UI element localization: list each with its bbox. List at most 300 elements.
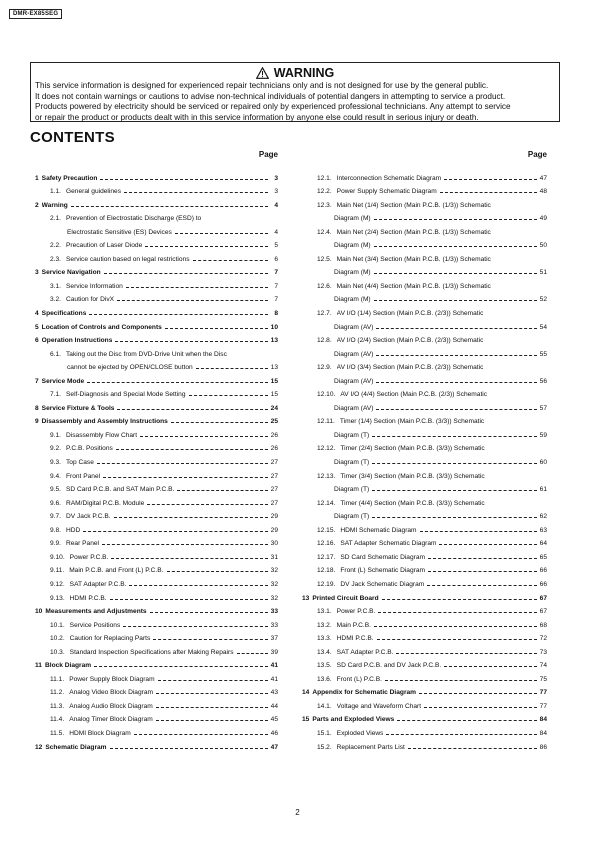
toc-entry[interactable] (297, 696, 547, 710)
toc-entry[interactable] (297, 588, 547, 602)
toc-entry[interactable] (297, 507, 547, 521)
toc-entry-title: Service Navigation (41, 269, 101, 277)
toc-entry[interactable] (297, 723, 547, 737)
toc-entry[interactable] (30, 737, 278, 751)
toc-leader-dots (117, 300, 268, 301)
toc-entry-page: 7 (274, 296, 278, 304)
toc-entry-title: Interconnection Schematic Diagram (336, 174, 442, 182)
toc-entry-page: 33 (270, 608, 278, 616)
toc-entry-title: Prevention of Electrostatic Discharge (ESD) to (66, 215, 202, 223)
toc-leader-dots (115, 341, 268, 342)
toc-entry-title: Diagram (T) (334, 459, 370, 467)
toc-entry-page: 75 (539, 675, 547, 683)
toc-entry-page: 39 (270, 648, 278, 656)
toc-leader-dots (444, 179, 537, 180)
toc-entry[interactable] (297, 615, 547, 629)
toc-entry[interactable] (30, 547, 278, 561)
toc-entry[interactable] (297, 168, 547, 182)
toc-entry-title: Top Case (66, 459, 94, 467)
toc-entry-title: P.C.B. Positions (66, 445, 113, 453)
toc-entry-title: Service caution based on legal restrictions (66, 255, 190, 263)
toc-leader-dots (385, 680, 537, 681)
toc-entry-title: SD Card Schematic Diagram (340, 553, 425, 561)
toc-entry-page: 59 (539, 431, 547, 439)
toc-entry-page: 33 (270, 621, 278, 629)
toc-entry-number: 9.11. (50, 567, 65, 575)
toc-leader-dots (396, 653, 537, 654)
toc-entry[interactable] (297, 195, 547, 209)
toc-entry[interactable] (297, 656, 547, 670)
toc-entry-number: 12.19. (317, 580, 336, 588)
toc-entry-title: SAT Adapter P.C.B. (336, 648, 394, 656)
toc-entry-title: Voltage and Waveform Chart (336, 702, 422, 710)
toc-entry[interactable] (30, 209, 278, 223)
toc-entry[interactable] (30, 629, 278, 643)
toc-entry[interactable] (297, 466, 547, 480)
toc-leader-dots (167, 571, 269, 572)
toc-entry[interactable] (30, 263, 278, 277)
toc-entry-title: Location of Controls and Components (41, 323, 162, 331)
toc-entry[interactable] (30, 466, 278, 480)
toc-entry-number: 14.1. (317, 702, 332, 710)
toc-entry-title: Main Net (3/4) Section (Main P.C.B. (1/3)) Schematic (336, 255, 491, 263)
toc-leader-dots (372, 436, 537, 437)
toc-leader-dots (114, 517, 268, 518)
toc-entry-page: 47 (270, 743, 278, 751)
toc-entry[interactable] (30, 452, 278, 466)
toc-entry-page: 43 (270, 689, 278, 697)
toc-entry-number: 11.1. (50, 675, 65, 683)
toc-entry-page: 60 (539, 459, 547, 467)
page-column-label: Page (527, 150, 547, 159)
toc-leader-dots (376, 328, 537, 329)
toc-entry-page: 3 (274, 188, 278, 196)
toc-leader-dots (427, 585, 537, 586)
toc-entry-page: 26 (270, 445, 278, 453)
toc-entry-title: Main Net (2/4) Section (Main P.C.B. (1/3)) Schematic (336, 228, 491, 236)
toc-entry-title: SAT Adapter P.C.B. (69, 580, 127, 588)
toc-entry-page: 15 (270, 391, 278, 399)
toc-entry-number: 15 (302, 716, 310, 724)
toc-entry[interactable] (30, 371, 278, 385)
toc-entry[interactable] (297, 344, 547, 358)
toc-entry-page: 77 (539, 689, 547, 697)
toc-entry-title: Schematic Diagram (45, 743, 107, 751)
toc-entry-page: 52 (539, 296, 547, 304)
warning-box (30, 62, 560, 122)
toc-entry[interactable] (30, 656, 278, 670)
toc-entry[interactable] (30, 493, 278, 507)
toc-entry[interactable] (297, 303, 547, 317)
toc-entry-title: Specifications (41, 310, 87, 318)
toc-entry-page: 24 (270, 404, 278, 412)
toc-entry-title: General guidelines (66, 188, 121, 196)
toc-entry-title: Appendix for Schematic Diagram (312, 689, 417, 697)
toc-leader-dots (175, 233, 268, 234)
toc-entry-page: 27 (270, 472, 278, 480)
warning-line: This service information is designed for experienced repair technicians only and is not designed for use by the general public. (35, 81, 489, 90)
toc-entry-title: Taking out the Disc from DVD-Drive Unit when the Disc (66, 350, 227, 358)
toc-entry[interactable] (297, 249, 547, 263)
toc-entry-number: 2.2. (50, 242, 61, 250)
toc-entry-title: Exploded Views (336, 729, 384, 737)
toc-entry[interactable] (30, 412, 278, 426)
toc-leader-dots (156, 720, 268, 721)
toc-leader-dots (374, 300, 537, 301)
toc-entry[interactable] (30, 358, 278, 372)
toc-entry[interactable] (30, 425, 278, 439)
toc-leader-dots (140, 436, 268, 437)
toc-entry[interactable] (297, 480, 547, 494)
toc-entry-title: Diagram (M) (334, 242, 371, 250)
toc-entry-page: 50 (539, 242, 547, 250)
toc-entry-page: 66 (539, 580, 547, 588)
toc-entry-title: Diagram (AV) (334, 404, 374, 412)
toc-entry[interactable] (297, 317, 547, 331)
toc-entry-number: 9.7. (50, 513, 61, 521)
toc-entry-number: 11.3. (50, 702, 65, 710)
toc-entry[interactable] (297, 236, 547, 250)
toc-entry-number: 13.6. (317, 675, 332, 683)
toc-entry-number: 13.4. (317, 648, 332, 656)
toc-leader-dots (193, 260, 268, 261)
toc-entry-number: 9.6. (50, 499, 61, 507)
toc-entry-page: 30 (270, 540, 278, 548)
toc-entry[interactable] (30, 696, 278, 710)
toc-entry-title: Rear Panel (66, 540, 99, 548)
toc-leader-dots (89, 314, 268, 315)
toc-entry[interactable] (30, 588, 278, 602)
toc-entry-page: 26 (270, 431, 278, 439)
toc-entry-page: 66 (539, 567, 547, 575)
toc-entry-title: SD Card P.C.B. and DV Jack P.C.B. (336, 662, 442, 670)
toc-entry-number: 12.4. (317, 228, 332, 236)
toc-entry-page: 84 (539, 729, 547, 737)
toc-leader-dots (376, 409, 537, 410)
toc-entry-number: 9.9. (50, 540, 61, 548)
toc-entry[interactable] (30, 276, 278, 290)
toc-entry[interactable] (30, 669, 278, 683)
toc-leader-dots (372, 463, 537, 464)
warning-line: Products powered by electricity should be serviced or repaired only by experienced professional technicians. Any attempt to service (35, 102, 511, 111)
toc-entry[interactable] (30, 236, 278, 250)
toc-entry-page: 7 (274, 269, 278, 277)
toc-entry[interactable] (297, 547, 547, 561)
toc-entry-title: HDMI P.C.B. (336, 635, 374, 643)
toc-leader-dots (374, 626, 537, 627)
toc-entry-number: 12.16. (317, 540, 336, 548)
toc-entry[interactable] (297, 629, 547, 643)
toc-leader-dots (111, 558, 268, 559)
toc-entry-page: 55 (539, 350, 547, 358)
toc-entry-title: Front Panel (66, 472, 101, 480)
toc-entry-number: 10 (35, 608, 43, 616)
toc-leader-dots (397, 720, 537, 721)
toc-entry[interactable] (297, 602, 547, 616)
toc-entry-title: Diagram (AV) (334, 323, 374, 331)
toc-entry-title: DV Jack Schematic Diagram (340, 580, 425, 588)
toc-entry[interactable] (30, 195, 278, 209)
toc-list-right (297, 168, 547, 751)
toc-leader-dots (124, 192, 268, 193)
toc-entry-title: AV I/O (4/4) Section (Main P.C.B. (2/3)) Schematic (340, 391, 488, 399)
toc-entry-number: 9.4. (50, 472, 61, 480)
toc-entry-number: 13.2. (317, 621, 332, 629)
toc-entry-number: 12.7. (317, 310, 332, 318)
toc-leader-dots (100, 179, 268, 180)
toc-entry-number: 13.5. (317, 662, 332, 670)
toc-entry[interactable] (297, 710, 547, 724)
toc-entry-page: 73 (539, 648, 547, 656)
toc-entry-title: Measurements and Adjustments (45, 608, 147, 616)
toc-leader-dots (196, 368, 268, 369)
toc-entry-title: Operation Instructions (41, 337, 113, 345)
toc-leader-dots (382, 599, 537, 600)
toc-entry-page: 67 (539, 594, 547, 602)
toc-entry-number: 6 (35, 337, 39, 345)
toc-entry[interactable] (30, 317, 278, 331)
toc-entry-page: 27 (270, 486, 278, 494)
toc-entry-page: 41 (270, 675, 278, 683)
toc-leader-dots (376, 382, 537, 383)
toc-leader-dots (428, 558, 537, 559)
toc-entry[interactable] (30, 561, 278, 575)
toc-leader-dots (158, 680, 268, 681)
toc-entry-title: Diagram (M) (334, 215, 371, 223)
toc-leader-dots (147, 504, 268, 505)
toc-entry-title: AV I/O (2/4) Section (Main P.C.B. (2/3)) Schematic (336, 337, 484, 345)
toc-entry[interactable] (297, 520, 547, 534)
toc-entry-page: 25 (270, 418, 278, 426)
toc-entry-title: Diagram (T) (334, 513, 370, 521)
toc-entry-title: Diagram (M) (334, 296, 371, 304)
toc-entry-number: 8 (35, 404, 39, 412)
toc-leader-dots (386, 734, 537, 735)
toc-entry[interactable] (297, 358, 547, 372)
toc-right-column (297, 150, 547, 751)
toc-entry-page: 74 (539, 662, 547, 670)
toc-entry[interactable] (30, 642, 278, 656)
toc-leader-dots (177, 490, 268, 491)
toc-entry[interactable] (30, 507, 278, 521)
toc-entry-title: AV I/O (1/4) Section (Main P.C.B. (2/3)) Schematic (336, 310, 484, 318)
toc-entry-page: 77 (539, 702, 547, 710)
contents-heading: CONTENTS (30, 129, 115, 146)
toc-entry-page: 48 (539, 188, 547, 196)
toc-entry-number: 12.1. (317, 174, 332, 182)
toc-entry-title: Disassembly and Assembly Instructions (41, 418, 168, 426)
toc-entry[interactable] (30, 222, 278, 236)
toc-entry[interactable] (297, 385, 547, 399)
toc-entry[interactable] (297, 439, 547, 453)
toc-entry-number: 10.2. (50, 635, 65, 643)
toc-entry[interactable] (30, 602, 278, 616)
toc-entry-title: Caution for DivX (66, 296, 115, 304)
toc-entry[interactable] (297, 209, 547, 223)
toc-entry-number: 14 (302, 689, 310, 697)
toc-entry[interactable] (30, 683, 278, 697)
toc-entry[interactable] (30, 439, 278, 453)
toc-entry[interactable] (30, 723, 278, 737)
toc-entry-title: Timer (3/4) Section (Main P.C.B. (3/3)) Schematic (340, 472, 485, 480)
toc-entry-title: AV I/O (3/4) Section (Main P.C.B. (2/3)) Schematic (336, 364, 484, 372)
toc-entry-page: 49 (539, 215, 547, 223)
toc-entry[interactable] (30, 331, 278, 345)
toc-entry-title: Timer (2/4) Section (Main P.C.B. (3/3)) Schematic (340, 445, 485, 453)
toc-entry-number: 3.1. (50, 282, 61, 290)
toc-entry-title: Service Mode (41, 377, 85, 385)
toc-entry[interactable] (297, 642, 547, 656)
toc-leader-dots (117, 409, 268, 410)
toc-entry-title: Self-Diagnosis and Special Mode Setting (66, 391, 186, 399)
toc-leader-dots (150, 612, 268, 613)
toc-entry-number: 12.12. (317, 445, 336, 453)
toc-entry[interactable] (297, 263, 547, 277)
toc-leader-dots (94, 666, 268, 667)
toc-entry[interactable] (297, 425, 547, 439)
toc-entry[interactable] (30, 385, 278, 399)
toc-entry-number: 10.3. (50, 648, 65, 656)
toc-entry[interactable] (297, 276, 547, 290)
toc-leader-dots (156, 707, 268, 708)
toc-entry-page: 64 (539, 540, 547, 548)
toc-entry-title: Front (L) P.C.B. (336, 675, 382, 683)
toc-entry-page: 7 (274, 282, 278, 290)
toc-entry-page: 57 (539, 404, 547, 412)
toc-entry-number: 9.8. (50, 526, 61, 534)
toc-entry[interactable] (30, 520, 278, 534)
toc-entry-title: Main Net (4/4) Section (Main P.C.B. (1/3)) Schematic (336, 282, 491, 290)
toc-entry-page: 27 (270, 499, 278, 507)
toc-entry-number: 3.2. (50, 296, 61, 304)
toc-entry-title: DV Jack P.C.B. (66, 513, 111, 521)
toc-entry-number: 15.2. (317, 743, 332, 751)
toc-entry[interactable] (297, 371, 547, 385)
toc-entry-title: Analog Video Block Diagram (69, 689, 154, 697)
toc-entry[interactable] (297, 561, 547, 575)
toc-entry-number: 9.1. (50, 431, 61, 439)
toc-entry-page: 3 (274, 174, 278, 182)
toc-entry-number: 5 (35, 323, 39, 331)
toc-entry-title: Warning (41, 201, 68, 209)
toc-entry-page: 67 (539, 608, 547, 616)
toc-leader-dots (153, 639, 268, 640)
toc-entry-number: 12.11. (317, 418, 335, 426)
toc-entry-page: 86 (539, 743, 547, 751)
toc-entry[interactable] (30, 398, 278, 412)
toc-entry-page: 68 (539, 621, 547, 629)
toc-entry-page: 45 (270, 716, 278, 724)
toc-entry-page: 84 (539, 716, 547, 724)
toc-leader-dots (116, 449, 268, 450)
toc-entry[interactable] (30, 182, 278, 196)
toc-entry-title: Disassembly Flow Chart (66, 431, 138, 439)
toc-entry[interactable] (297, 290, 547, 304)
toc-entry[interactable] (297, 452, 547, 466)
toc-entry[interactable] (30, 534, 278, 548)
toc-leader-dots (424, 707, 537, 708)
toc-entry-page: 29 (270, 526, 278, 534)
toc-entry-title: Timer (1/4) Section (Main P.C.B. (3/3)) Schematic (339, 418, 485, 426)
toc-entry[interactable] (30, 574, 278, 588)
toc-leader-dots (165, 328, 268, 329)
toc-entry-number: 9.13. (50, 594, 65, 602)
toc-entry-number: 1 (35, 174, 39, 182)
toc-entry-title: Diagram (AV) (334, 377, 374, 385)
toc-entry-number: 11.2. (50, 689, 65, 697)
toc-entry[interactable] (297, 398, 547, 412)
page-column-label: Page (258, 150, 278, 159)
toc-entry[interactable] (30, 249, 278, 263)
toc-entry[interactable] (297, 222, 547, 236)
toc-entry-page: 13 (270, 337, 278, 345)
toc-entry[interactable] (30, 710, 278, 724)
toc-entry-number: 11.5. (50, 729, 65, 737)
toc-entry-page: 15 (270, 377, 278, 385)
toc-entry-title: Diagram (T) (334, 486, 370, 494)
toc-entry-page: 4 (274, 201, 278, 209)
warning-line: It does not contain warnings or cautions to advise non-technical individuals of potential dangers in attempting to service a product. (35, 91, 506, 101)
toc-entry[interactable] (30, 344, 278, 358)
toc-entry-page: 10 (270, 323, 278, 331)
toc-entry-title: Main Net (1/4) Section (Main P.C.B. (1/3)) Schematic (336, 201, 491, 209)
toc-entry[interactable] (297, 534, 547, 548)
toc-entry-number: 12.13. (317, 472, 336, 480)
warning-text (35, 81, 555, 123)
toc-entry[interactable] (297, 669, 547, 683)
toc-entry-page: 65 (539, 553, 547, 561)
toc-entry[interactable] (297, 493, 547, 507)
toc-entry-page: 5 (274, 242, 278, 250)
toc-entry-number: 12 (35, 743, 43, 751)
toc-entry-page: 46 (270, 729, 278, 737)
toc-entry-title: HDMI P.C.B. (69, 594, 107, 602)
toc-entry-number: 11 (35, 662, 42, 670)
toc-leader-dots (156, 693, 268, 694)
toc-entry-number: 3 (35, 269, 39, 277)
toc-entry[interactable] (30, 290, 278, 304)
toc-entry[interactable] (297, 574, 547, 588)
toc-entry[interactable] (297, 683, 547, 697)
toc-entry-title: Power P.C.B. (336, 608, 376, 616)
toc-entry-title: Printed Circuit Board (312, 594, 379, 602)
toc-entry[interactable] (297, 331, 547, 345)
toc-entry[interactable] (297, 737, 547, 751)
toc-leader-dots (189, 395, 269, 396)
toc-leader-dots (129, 585, 268, 586)
toc-entry-number: 13 (302, 594, 310, 602)
toc-entry[interactable] (30, 303, 278, 317)
toc-leader-dots (377, 639, 537, 640)
toc-entry-number: 9.3. (50, 459, 61, 467)
toc-entry[interactable] (30, 168, 278, 182)
toc-entry[interactable] (30, 615, 278, 629)
toc-entry-title: Diagram (AV) (334, 350, 374, 358)
toc-entry[interactable] (297, 182, 547, 196)
toc-leader-dots (134, 734, 268, 735)
toc-entry-number: 11.4. (50, 716, 65, 724)
toc-entry-number: 7 (35, 377, 39, 385)
toc-entry-title: HDMI Schematic Diagram (340, 526, 417, 534)
toc-entry-number: 12.18. (317, 567, 336, 575)
toc-entry-title: Analog Audio Block Diagram (69, 702, 153, 710)
toc-entry[interactable] (297, 412, 547, 426)
toc-entry[interactable] (30, 480, 278, 494)
toc-entry-title: Power Supply Schematic Diagram (336, 188, 437, 196)
toc-entry-number: 10.1. (50, 621, 65, 629)
toc-entry-title: HDMI Block Diagram (69, 729, 131, 737)
toc-entry-number: 12.9. (317, 364, 332, 372)
